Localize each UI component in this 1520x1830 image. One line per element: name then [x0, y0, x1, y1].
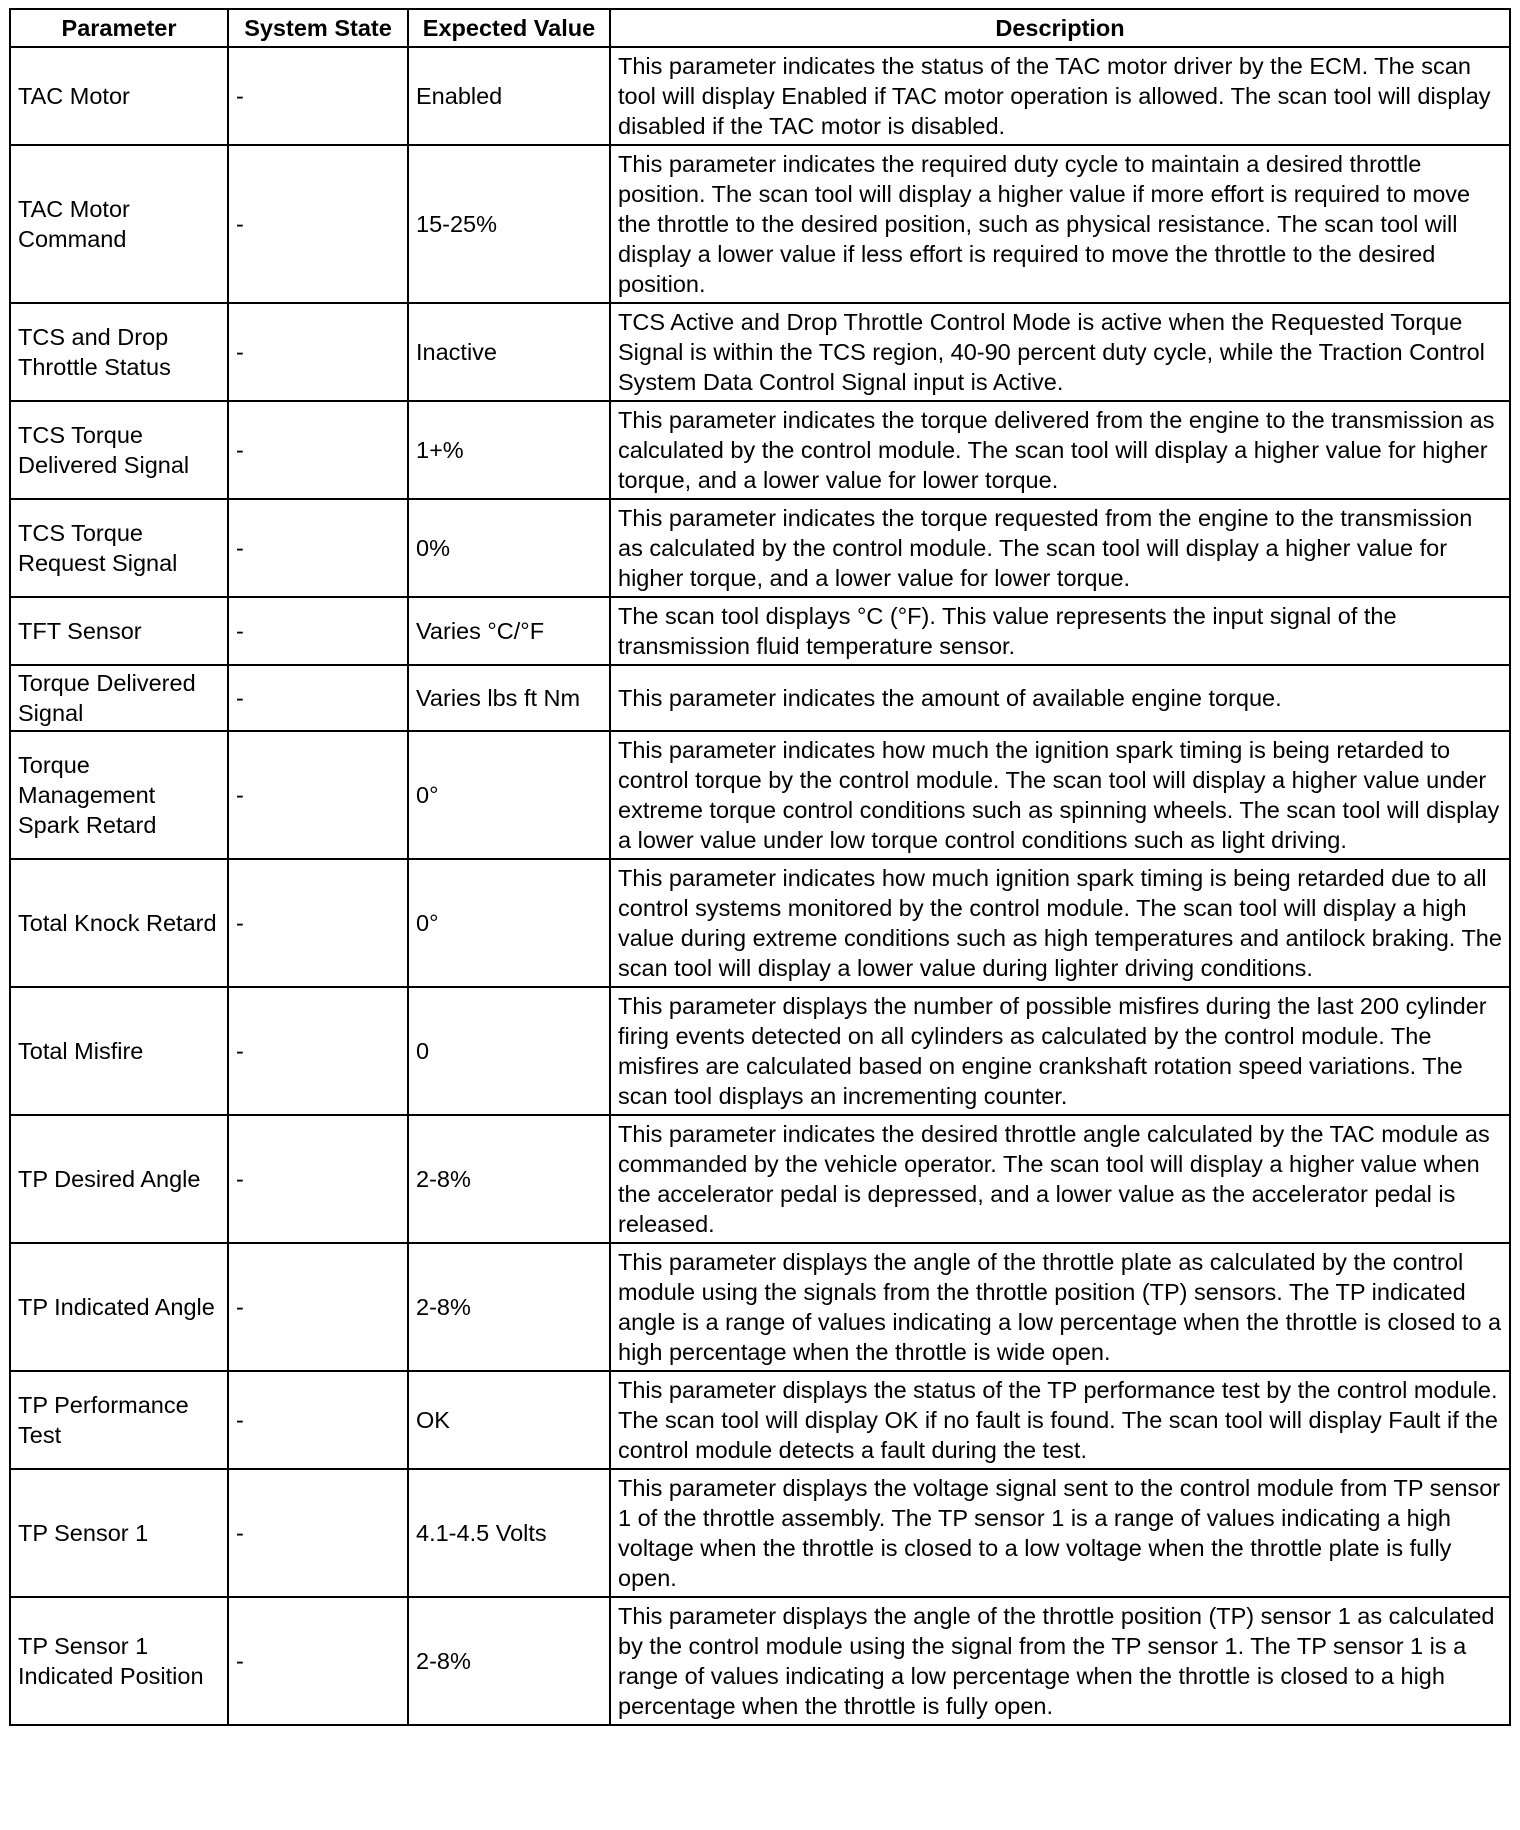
cell-system-state: - — [228, 401, 408, 499]
cell-description: This parameter indicates the torque requested from the engine to the transmission as calculated by the control module. The scan tool will display a higher value for higher torque, and a lower value for lower torque. — [610, 499, 1510, 597]
cell-system-state: - — [228, 1115, 408, 1243]
cell-parameter: TP Performance Test — [10, 1371, 228, 1469]
table-row — [10, 665, 1510, 731]
cell-description: This parameter indicates the torque delivered from the engine to the transmission as calculated by the control module. The scan tool will display a higher value for higher torque, and a lower value for lower torque. — [610, 401, 1510, 499]
table-row — [10, 1469, 1510, 1597]
cell-expected-value: 2-8% — [408, 1243, 610, 1371]
cell-description: This parameter indicates the status of the TAC motor driver by the ECM. The scan tool will display Enabled if TAC motor operation is allowed. The scan tool will display disabled if the TAC motor is disabled. — [610, 47, 1510, 145]
cell-parameter: TAC Motor — [10, 47, 228, 145]
parameter-table — [9, 8, 1511, 1726]
header-expected-value: Expected Value — [408, 9, 610, 47]
cell-parameter: TP Sensor 1 Indicated Position — [10, 1597, 228, 1725]
header-system-state: System State — [228, 9, 408, 47]
cell-expected-value: 15-25% — [408, 145, 610, 303]
header-description: Description — [610, 9, 1510, 47]
cell-parameter: TCS Torque Delivered Signal — [10, 401, 228, 499]
cell-system-state: - — [228, 47, 408, 145]
cell-description: This parameter indicates the desired throttle angle calculated by the TAC module as commanded by the vehicle operator. The scan tool will display a higher value when the accelerator pedal is depressed, and a lower value as the accelerator pedal is released. — [610, 1115, 1510, 1243]
cell-system-state: - — [228, 859, 408, 987]
cell-description: This parameter displays the number of possible misfires during the last 200 cylinder firing events detected on all cylinders as calculated by the control module. The misfires are calculated based on engine crankshaft rotation speed variations. The scan tool displays an incrementing counter. — [610, 987, 1510, 1115]
cell-expected-value: Enabled — [408, 47, 610, 145]
cell-description: The scan tool displays °C (°F). This value represents the input signal of the transmission fluid temperature sensor. — [610, 597, 1510, 665]
cell-expected-value: 4.1-4.5 Volts — [408, 1469, 610, 1597]
table-header — [10, 9, 1510, 47]
cell-system-state: - — [228, 731, 408, 859]
table-row — [10, 303, 1510, 401]
cell-system-state: - — [228, 597, 408, 665]
cell-expected-value: OK — [408, 1371, 610, 1469]
cell-description: This parameter displays the angle of the throttle position (TP) sensor 1 as calculated by the control module using the signal from the TP sensor 1. The TP sensor 1 is a range of values indicating a low percentage when the throttle is closed to a high percentage when the throttle is fully open. — [610, 1597, 1510, 1725]
table-row — [10, 731, 1510, 859]
parameter-table-container — [9, 8, 1509, 1726]
header-row — [10, 9, 1510, 47]
cell-expected-value: Varies °C/°F — [408, 597, 610, 665]
cell-system-state: - — [228, 1469, 408, 1597]
cell-parameter: TAC Motor Command — [10, 145, 228, 303]
cell-description: This parameter indicates how much the ignition spark timing is being retarded to control torque by the control module. The scan tool will display a higher value under extreme torque control conditions such as spinning wheels. The scan tool will display a lower value under low torque control conditions such as light driving. — [610, 731, 1510, 859]
cell-description: TCS Active and Drop Throttle Control Mode is active when the Requested Torque Signal is within the TCS region, 40-90 percent duty cycle, while the Traction Control System Data Control Signal input is Active. — [610, 303, 1510, 401]
table-row — [10, 1371, 1510, 1469]
table-row — [10, 1597, 1510, 1725]
cell-system-state: - — [228, 303, 408, 401]
cell-parameter: Torque Delivered Signal — [10, 665, 228, 731]
cell-description: This parameter indicates how much ignition spark timing is being retarded due to all control systems monitored by the control module. The scan tool will display a high value during extreme conditions such as high temperatures and antilock braking. The scan tool will display a lower value during lighter driving conditions. — [610, 859, 1510, 987]
cell-expected-value: 1+% — [408, 401, 610, 499]
cell-system-state: - — [228, 1371, 408, 1469]
cell-expected-value: 2-8% — [408, 1597, 610, 1725]
header-parameter: Parameter — [10, 9, 228, 47]
table-row — [10, 47, 1510, 145]
cell-parameter: TP Sensor 1 — [10, 1469, 228, 1597]
table-row — [10, 987, 1510, 1115]
cell-parameter: TP Desired Angle — [10, 1115, 228, 1243]
table-body — [10, 47, 1510, 1725]
cell-system-state: - — [228, 665, 408, 731]
cell-expected-value: Varies lbs ft Nm — [408, 665, 610, 731]
cell-system-state: - — [228, 987, 408, 1115]
table-row — [10, 597, 1510, 665]
cell-parameter: TCS Torque Request Signal — [10, 499, 228, 597]
table-row — [10, 859, 1510, 987]
cell-expected-value: 0° — [408, 859, 610, 987]
cell-parameter: Total Knock Retard — [10, 859, 228, 987]
cell-system-state: - — [228, 145, 408, 303]
table-row — [10, 499, 1510, 597]
table-row — [10, 401, 1510, 499]
cell-system-state: - — [228, 1243, 408, 1371]
table-row — [10, 1243, 1510, 1371]
table-row — [10, 145, 1510, 303]
cell-expected-value: 0° — [408, 731, 610, 859]
cell-parameter: TP Indicated Angle — [10, 1243, 228, 1371]
cell-description: This parameter indicates the amount of available engine torque. — [610, 665, 1510, 731]
cell-expected-value: 2-8% — [408, 1115, 610, 1243]
cell-expected-value: 0% — [408, 499, 610, 597]
cell-parameter: Torque Management Spark Retard — [10, 731, 228, 859]
cell-expected-value: 0 — [408, 987, 610, 1115]
table-row — [10, 1115, 1510, 1243]
cell-description: This parameter displays the angle of the throttle plate as calculated by the control module using the signals from the throttle position (TP) sensors. The TP indicated angle is a range of values indicating a low percentage when the throttle is closed to a high percentage when the throttle is wide open. — [610, 1243, 1510, 1371]
cell-description: This parameter indicates the required duty cycle to maintain a desired throttle position. The scan tool will display a higher value if more effort is required to move the throttle to the desired position, such as physical resistance. The scan tool will display a lower value if less effort is required to move the throttle to the desired position. — [610, 145, 1510, 303]
cell-description: This parameter displays the status of the TP performance test by the control module. The scan tool will display OK if no fault is found. The scan tool will display Fault if the control module detects a fault during the test. — [610, 1371, 1510, 1469]
cell-system-state: - — [228, 1597, 408, 1725]
cell-system-state: - — [228, 499, 408, 597]
cell-parameter: Total Misfire — [10, 987, 228, 1115]
cell-parameter: TCS and Drop Throttle Status — [10, 303, 228, 401]
cell-expected-value: Inactive — [408, 303, 610, 401]
cell-parameter: TFT Sensor — [10, 597, 228, 665]
cell-description: This parameter displays the voltage signal sent to the control module from TP sensor 1 of the throttle assembly. The TP sensor 1 is a range of values indicating a high voltage when the throttle is closed to a low voltage when the throttle plate is fully open. — [610, 1469, 1510, 1597]
